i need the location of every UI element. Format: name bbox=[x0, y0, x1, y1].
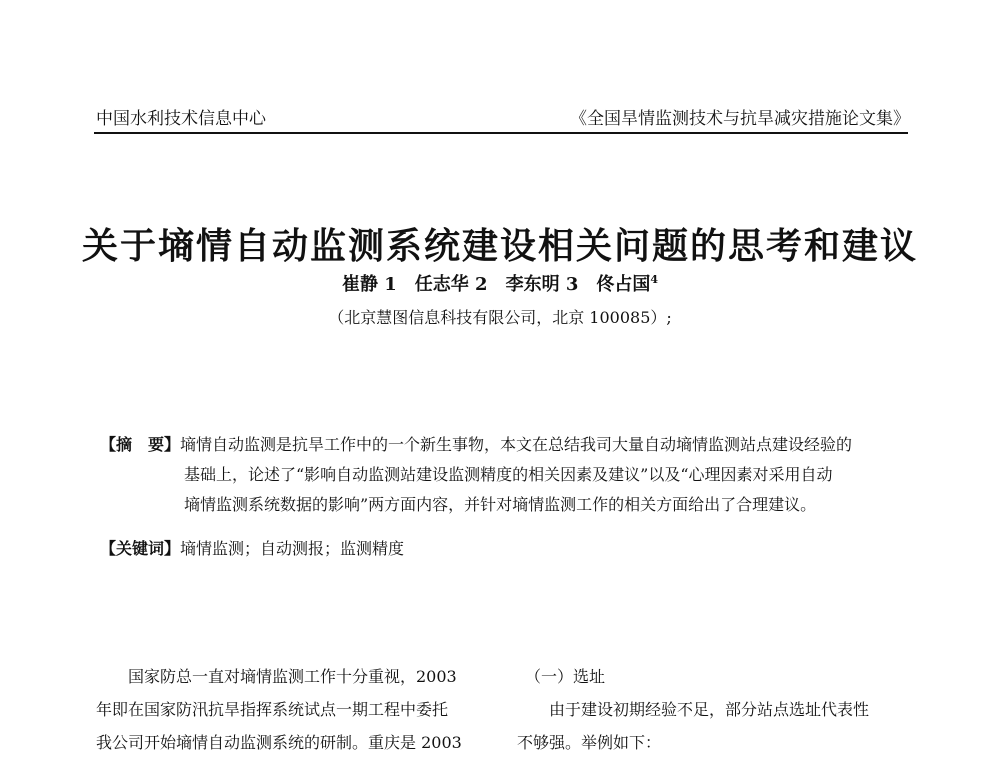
paper-title: 关于墒情自动监测系统建设相关问题的思考和建议 bbox=[81, 225, 918, 267]
running-header-left: 中国水利技术信息中心 bbox=[96, 109, 266, 129]
author4-superscript: 4 bbox=[650, 273, 659, 286]
abstract-block bbox=[100, 430, 900, 520]
header-rule bbox=[94, 132, 908, 134]
keywords-block bbox=[100, 534, 404, 564]
body-column-left bbox=[96, 660, 496, 759]
keywords-text: 墒情监测；自动测报；监测精度 bbox=[180, 539, 405, 558]
body-right-line-3: 不够强。举例如下： bbox=[517, 733, 662, 752]
body-left-line-3: 我公司开始墒情自动监测系统的研制。重庆是 2003 bbox=[96, 733, 462, 752]
affiliation: （北京慧图信息科技有限公司，北京 100085）; bbox=[328, 308, 672, 327]
keywords-label: 【关键词】 bbox=[100, 539, 181, 558]
author-list bbox=[0, 270, 1000, 296]
abstract-line-1: 墒情自动监测是抗旱工作中的一个新生事物，本文在总结我司大量自动墒情监测站点建设经验的 bbox=[180, 435, 853, 454]
abstract-label: 【摘 要】 bbox=[100, 435, 181, 454]
body-right-line-2: 由于建设初期经验不足，部分站点选址代表性 bbox=[517, 700, 870, 719]
authors-text: 崔静 1 任志华 2 李东明 3 佟占国 bbox=[341, 274, 651, 295]
abstract-line-2: 基础上，论述了“影响自动监测站建设监测精度的相关因素及建议”以及“心理因素对采用自动 bbox=[184, 465, 833, 484]
section-heading: （一）选址 bbox=[517, 667, 606, 686]
body-left-line-2: 年即在国家防汛抗旱指挥系统试点一期工程中委托 bbox=[96, 700, 449, 719]
running-header-right: 《全国旱情监测技术与抗旱减灾措施论文集》 bbox=[570, 109, 910, 129]
abstract-line-3: 墒情监测系统数据的影响”两方面内容，并针对墒情监测工作的相关方面给出了合理建议。 bbox=[184, 495, 817, 514]
body-left-line-1: 国家防总一直对墒情监测工作十分重视，2003 bbox=[96, 667, 457, 686]
body-column-right bbox=[517, 660, 917, 759]
